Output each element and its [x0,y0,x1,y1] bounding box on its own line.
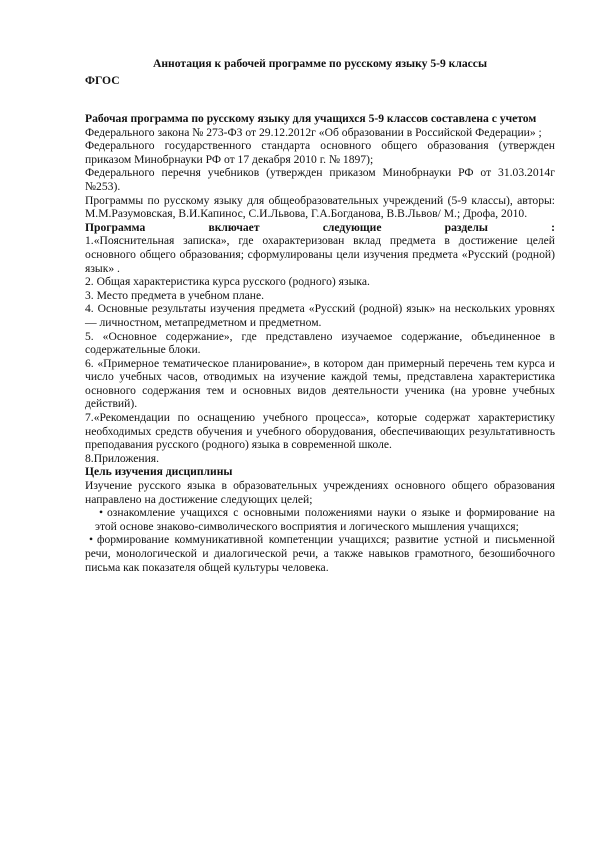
source-item: Программы по русскому языку для общеобразовательных учреждений (5-9 классы), авторы: М.М.Разумовская, В.И.Капинос, С.И.Львова, Г.А.Богданова, В.В.Львов/ М.; Дрофа, 2010. [85,193,555,221]
section-item: 4. Основные результаты изучения предмета «Русский (родной) язык» на нескольких уровнях — личностном, метапредметном и предметном. [85,302,555,329]
section-item: 6. «Примерное тематическое планирование», в котором дан примерный перечень тем курса и число учебных часов, отводимых на изучение каждой темы, представлена характеристика основного содержания тем и основных видов деятельности ученика (на уровне учебных действий). [85,356,555,411]
source-item: Федерального перечня учебников (утвержден приказом Минобрнауки РФ от 31.03.2014г №253). [85,166,555,193]
source-item: Федерального государственного стандарта основного общего образования (утвержден приказом Минобрнауки РФ от 17 декабря 2010 г. № 1897); [85,139,555,166]
goal-heading: Цель изучения дисциплины [85,465,233,479]
bullet-icon: • [88,533,94,547]
sections-heading-word: Программа [85,220,146,234]
section-item: 1.«Пояснительная записка», где охарактеризован вклад предмета в достижение целей основного общего образования; сформулированы цели изучения предмета «Русский (родной) язык» . [85,234,555,275]
section-item: 7.«Рекомендации по оснащению учебного процесса», которые содержат характеристику необходимых средств обучения и учебного оборудования, обеспечивающих результативность преподавания русского (родного) языка в современной школе. [85,411,555,452]
goal-item-text: формирование коммуникативной компетенции учащихся; развитие устной и письменной речи, монологической и диалогической речи, а также навыков грамотного, безошибочного письма как показателя общей культуры человека. [85,533,555,574]
goal-item [85,533,555,574]
document-subtitle: ФГОС [85,74,120,87]
sections-heading-word: : [551,220,555,234]
document-body [85,56,555,574]
sections-heading [85,221,555,235]
sections-heading-word: включает [208,220,260,234]
section-item: 3. Место предмета в учебном плане. [85,288,265,302]
section-item: 2. Общая характеристика курса русского (родного) языка. [85,275,370,289]
intro-paragraph: Рабочая программа по русскому языку для учащихся 5-9 классов составлена с учетом [85,112,537,125]
goal-item [85,506,555,533]
goal-item-text: ознакомление учащихся с основными положениями науки о языке и формирование на этой основе знаково-символического восприятия и логического мышления учащихся; [95,506,555,533]
sections-heading-word: следующие [322,220,382,234]
sections-heading-word: разделы [444,220,488,234]
section-item: 5. «Основное содержание», где представлено изучаемое содержание, объединенное в содержательные блоки. [85,329,555,357]
document-title: Аннотация к рабочей программе по русскому языку 5-9 классы [152,57,487,70]
bullet-icon: • [98,506,104,520]
goal-intro: Изучение русского языка в образовательных учреждениях основного общего образования направлено на достижение следующих целей; [85,479,555,506]
source-item: Федерального закона № 273-ФЗ от 29.12.2012г «Об образовании в Российской Федерации» ; [85,125,542,139]
section-item: 8.Приложения. [85,451,160,465]
